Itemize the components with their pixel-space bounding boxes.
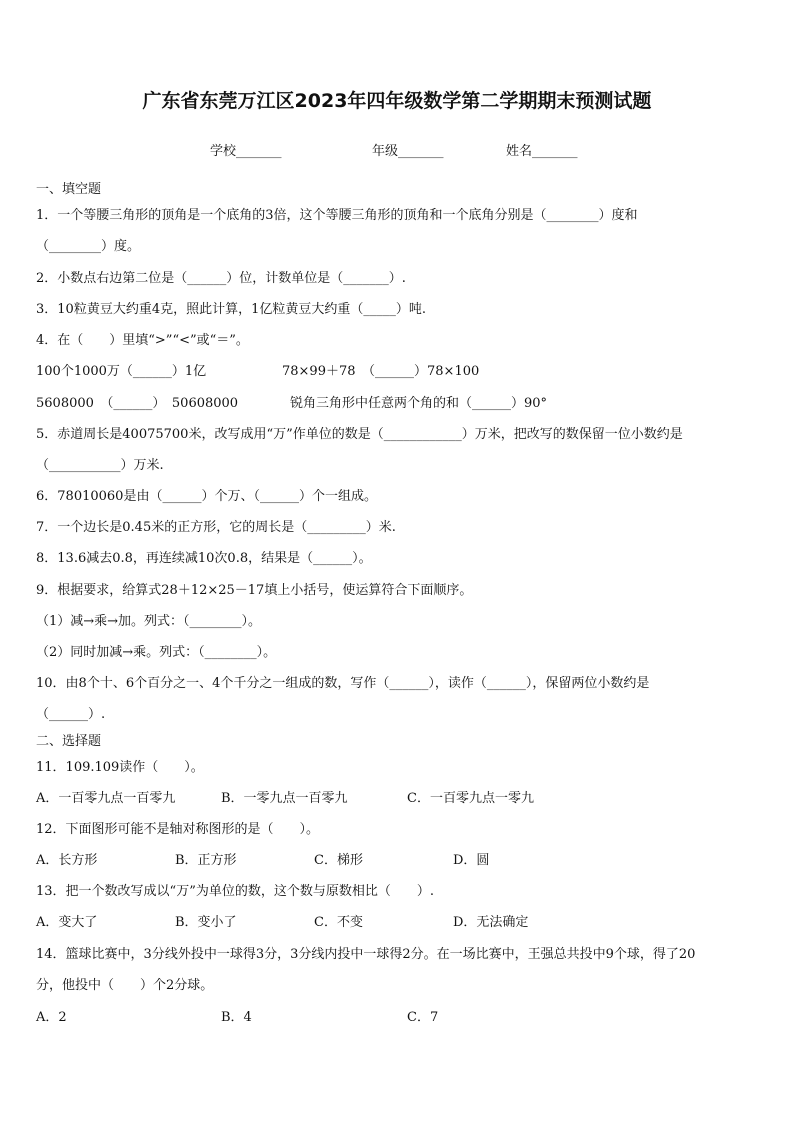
name-field: 姓名_______ <box>506 144 578 159</box>
question-4: 4．在（ ）里填“>”“<”或“＝”。 <box>36 333 249 348</box>
question-4-item-1: 100个1000万（______）1亿 <box>36 364 207 379</box>
question-14-option-b: B．4 <box>221 1010 252 1025</box>
exam-title: 广东省东莞万江区2023年四年级数学第二学期期末预测试题 <box>142 90 652 112</box>
question-2: 2．小数点右边第二位是（______）位，计数单位是（_______）. <box>36 271 406 286</box>
question-14-option-c: C．7 <box>407 1010 439 1025</box>
question-8: 8．13.6减去0.8，再连续减10次0.8，结果是（______）。 <box>36 551 372 566</box>
question-10-line-2: （______）. <box>36 707 106 722</box>
question-1-line-1: 1．一个等腰三角形的顶角是一个底角的3倍，这个等腰三角形的顶角和一个底角分别是（________）度和 <box>36 208 638 223</box>
grade-field: 年级_______ <box>372 144 444 159</box>
question-11-option-c: C．一百零九点一零九 <box>407 791 534 806</box>
question-12-option-b: B．正方形 <box>175 853 237 868</box>
question-14-line-1: 14．篮球比赛中，3分线外投中一球得3分，3分线内投中一球得2分。在一场比赛中，王强总共投中9个球，得了20 <box>36 947 696 962</box>
section-heading-choice: 二、选择题 <box>36 734 102 749</box>
question-3: 3．10粒黄豆大约重4克，照此计算，1亿粒黄豆大约重（_____）吨. <box>36 302 426 317</box>
question-1-line-2: （________）度。 <box>36 239 141 254</box>
question-13-option-a: A．变大了 <box>36 915 98 930</box>
school-field: 学校_______ <box>210 144 282 159</box>
question-5-line-2: （___________）万米. <box>36 458 164 473</box>
question-9: 9．根据要求，给算式28＋12×25－17填上小括号，使运算符合下面顺序。 <box>36 583 473 598</box>
question-4-item-2: 78×99＋78 （______）78×100 <box>282 364 480 379</box>
question-12-option-a: A．长方形 <box>36 853 98 868</box>
section-heading-fill-in: 一、填空题 <box>36 182 102 197</box>
question-12-option-c: C．梯形 <box>314 853 363 868</box>
question-6: 6．78010060是由（______）个万、（______）个一组成。 <box>36 489 377 504</box>
question-14-line-2: 分，他投中（ ）个2分球。 <box>36 978 214 993</box>
question-11: 11．109.109读作（ ）。 <box>36 760 204 775</box>
question-4-item-4: 锐角三角形中任意两个角的和（______）90° <box>290 396 548 411</box>
question-12-option-d: D．圆 <box>453 853 490 868</box>
question-13-option-d: D．无法确定 <box>453 915 529 930</box>
question-9-part-2: （2）同时加减→乘。列式：（________）。 <box>36 645 277 660</box>
question-11-option-b: B．一零九点一百零九 <box>221 791 348 806</box>
question-13-option-c: C．不变 <box>314 915 363 930</box>
question-10-line-1: 10．由8个十、6个百分之一、4个千分之一组成的数，写作（______），读作（______），保留两位小数约是 <box>36 676 650 691</box>
question-5-line-1: 5．赤道周长是40075700米，改写成用“万”作单位的数是（____________）万米，把改写的数保留一位小数约是 <box>36 427 683 442</box>
question-9-part-1: （1）减→乘→加。列式：（________）。 <box>36 614 262 629</box>
question-7: 7．一个边长是0.45米的正方形，它的周长是（_________）米. <box>36 520 396 535</box>
question-12: 12．下面图形可能不是轴对称图形的是（ ）。 <box>36 822 320 837</box>
question-13: 13．把一个数改写成以“万”为单位的数，这个数与原数相比（ ）. <box>36 884 434 899</box>
question-14-option-a: A．2 <box>36 1010 67 1025</box>
question-11-option-a: A．一百零九点一百零九 <box>36 791 176 806</box>
question-4-item-3: 5608000 （______） 50608000 <box>36 396 239 411</box>
question-13-option-b: B．变小了 <box>175 915 237 930</box>
